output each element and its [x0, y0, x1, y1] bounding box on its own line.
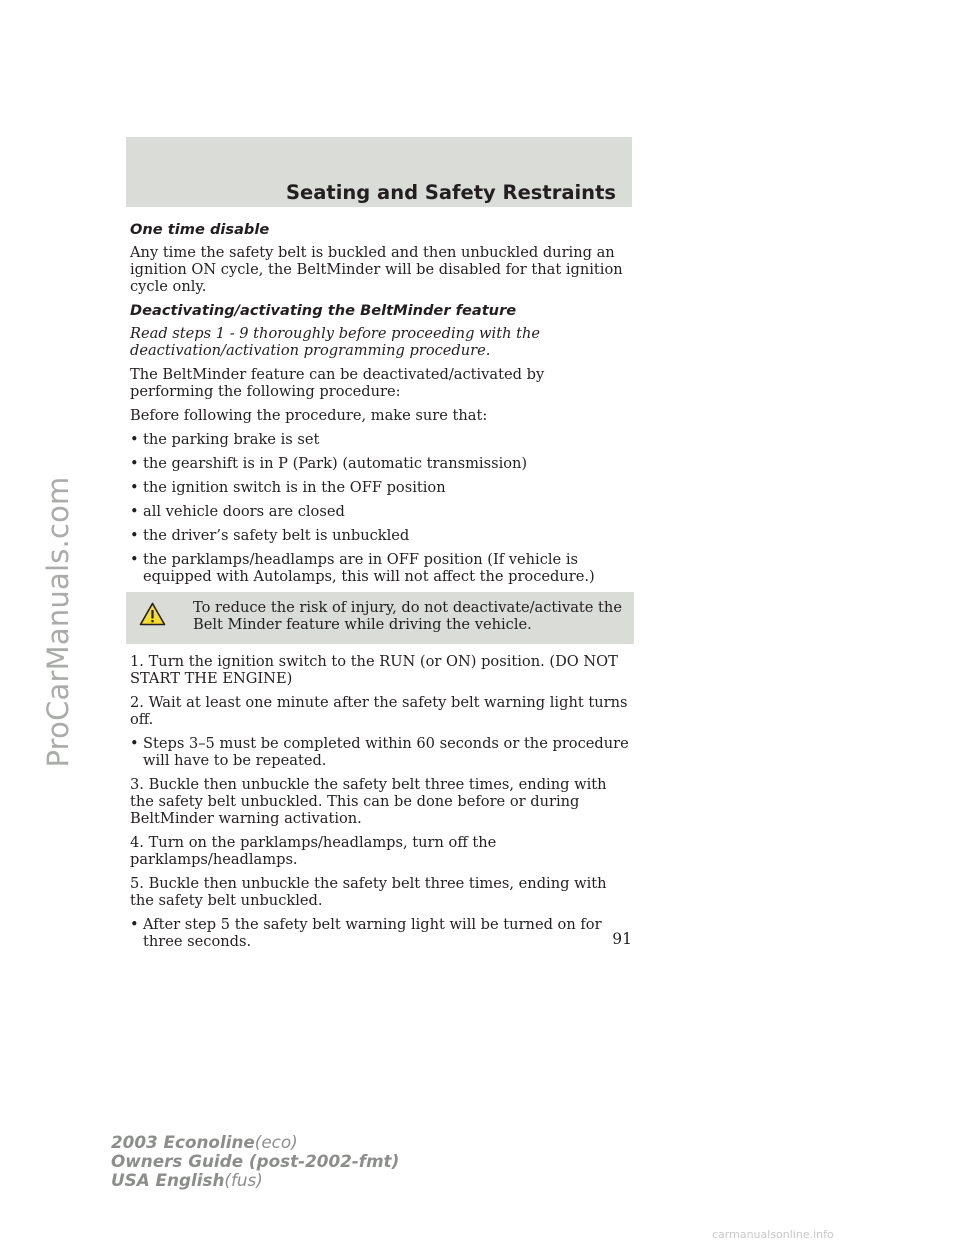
heading-deactivating: Deactivating/activating the BeltMinder feature [130, 302, 517, 319]
bullet-dot: • [130, 503, 139, 520]
document-footer [111, 1133, 399, 1190]
checklist-item [130, 479, 630, 496]
step-4: 4. Turn on the parklamps/headlamps, turn off the parklamps/headlamps. [130, 834, 497, 868]
checklist-item-text: the parking brake is set [143, 431, 320, 448]
footer-model-line [111, 1133, 399, 1152]
bullet-dot: • [130, 551, 139, 568]
footer-language-line [111, 1171, 399, 1190]
bullet-dot: • [130, 916, 139, 933]
step-5: 5. Buckle then unbuckle the safety belt three times, ending with the safety belt unbuckled. [130, 875, 607, 909]
bullet-dot: • [130, 527, 139, 544]
bullet-dot: • [130, 735, 139, 752]
checklist-item [130, 503, 630, 520]
checklist-item-text: the ignition switch is in the OFF position [143, 479, 446, 496]
checklist-item [130, 455, 630, 472]
step-2-note-text: Steps 3–5 must be completed within 60 seconds or the procedure will have to be repeated. [143, 735, 629, 769]
step-3: 3. Buckle then unbuckle the safety belt three times, ending with the safety belt unbuckled. This can be done before or during BeltMinder warning activation. [130, 776, 607, 827]
step-2-notes [130, 735, 630, 769]
footer-language: USA English [111, 1170, 225, 1190]
read-steps-note: Read steps 1 - 9 thoroughly before proceeding with the deactivation/activation programming procedure. [130, 325, 541, 359]
section-header-band [126, 137, 632, 207]
page-content [130, 221, 630, 957]
paragraph-one-time-disable: Any time the safety belt is buckled and then unbuckled during an ignition ON cycle, the BeltMinder will be disabled for that ignition cycle only. [130, 244, 623, 295]
warning-triangle-icon [139, 602, 166, 626]
watermark-text: ProCarManuals.com [41, 476, 75, 768]
section-title: Seating and Safety Restraints [285, 181, 616, 204]
footer-guide: Owners Guide (post-2002-fmt) [111, 1151, 400, 1171]
bullet-dot: • [130, 455, 139, 472]
checklist-item-text: all vehicle doors are closed [143, 503, 345, 520]
bullet-dot: • [130, 479, 139, 496]
checklist-item [130, 527, 630, 544]
footer-language-code: (fus) [224, 1170, 263, 1190]
checklist-item-text: the driver’s safety belt is unbuckled [143, 527, 410, 544]
page-number: 91 [612, 930, 632, 948]
checklist [130, 431, 630, 585]
footer-guide-line [111, 1152, 399, 1171]
bullet-dot: • [130, 431, 139, 448]
checklist-item-text: the gearshift is in P (Park) (automatic transmission) [143, 455, 528, 472]
step-2: 2. Wait at least one minute after the safety belt warning light turns off. [130, 694, 628, 728]
brand-logo: carmanualsonline.info [712, 1228, 834, 1241]
paragraph-intro: The BeltMinder feature can be deactivated/activated by performing the following procedure: [130, 366, 545, 400]
footer-model-code: (eco) [254, 1132, 298, 1152]
warning-text: To reduce the risk of injury, do not deactivate/activate the Belt Minder feature while driving the vehicle. [193, 599, 622, 633]
checklist-item [130, 431, 630, 448]
heading-one-time-disable: One time disable [130, 221, 270, 238]
footer-model: 2003 Econoline [111, 1132, 255, 1152]
paragraph-before-following: Before following the procedure, make sure that: [130, 407, 488, 424]
step-5-note-text: After step 5 the safety belt warning light will be turned on for three seconds. [143, 916, 602, 950]
step-1: 1. Turn the ignition switch to the RUN (or ON) position. (DO NOT START THE ENGINE) [130, 653, 618, 687]
warning-box [126, 592, 634, 644]
checklist-item [130, 551, 630, 585]
checklist-item-text: the parklamps/headlamps are in OFF position (If vehicle is equipped with Autolamps, this will not affect the procedure.) [143, 551, 595, 585]
step-2-note [130, 735, 630, 769]
